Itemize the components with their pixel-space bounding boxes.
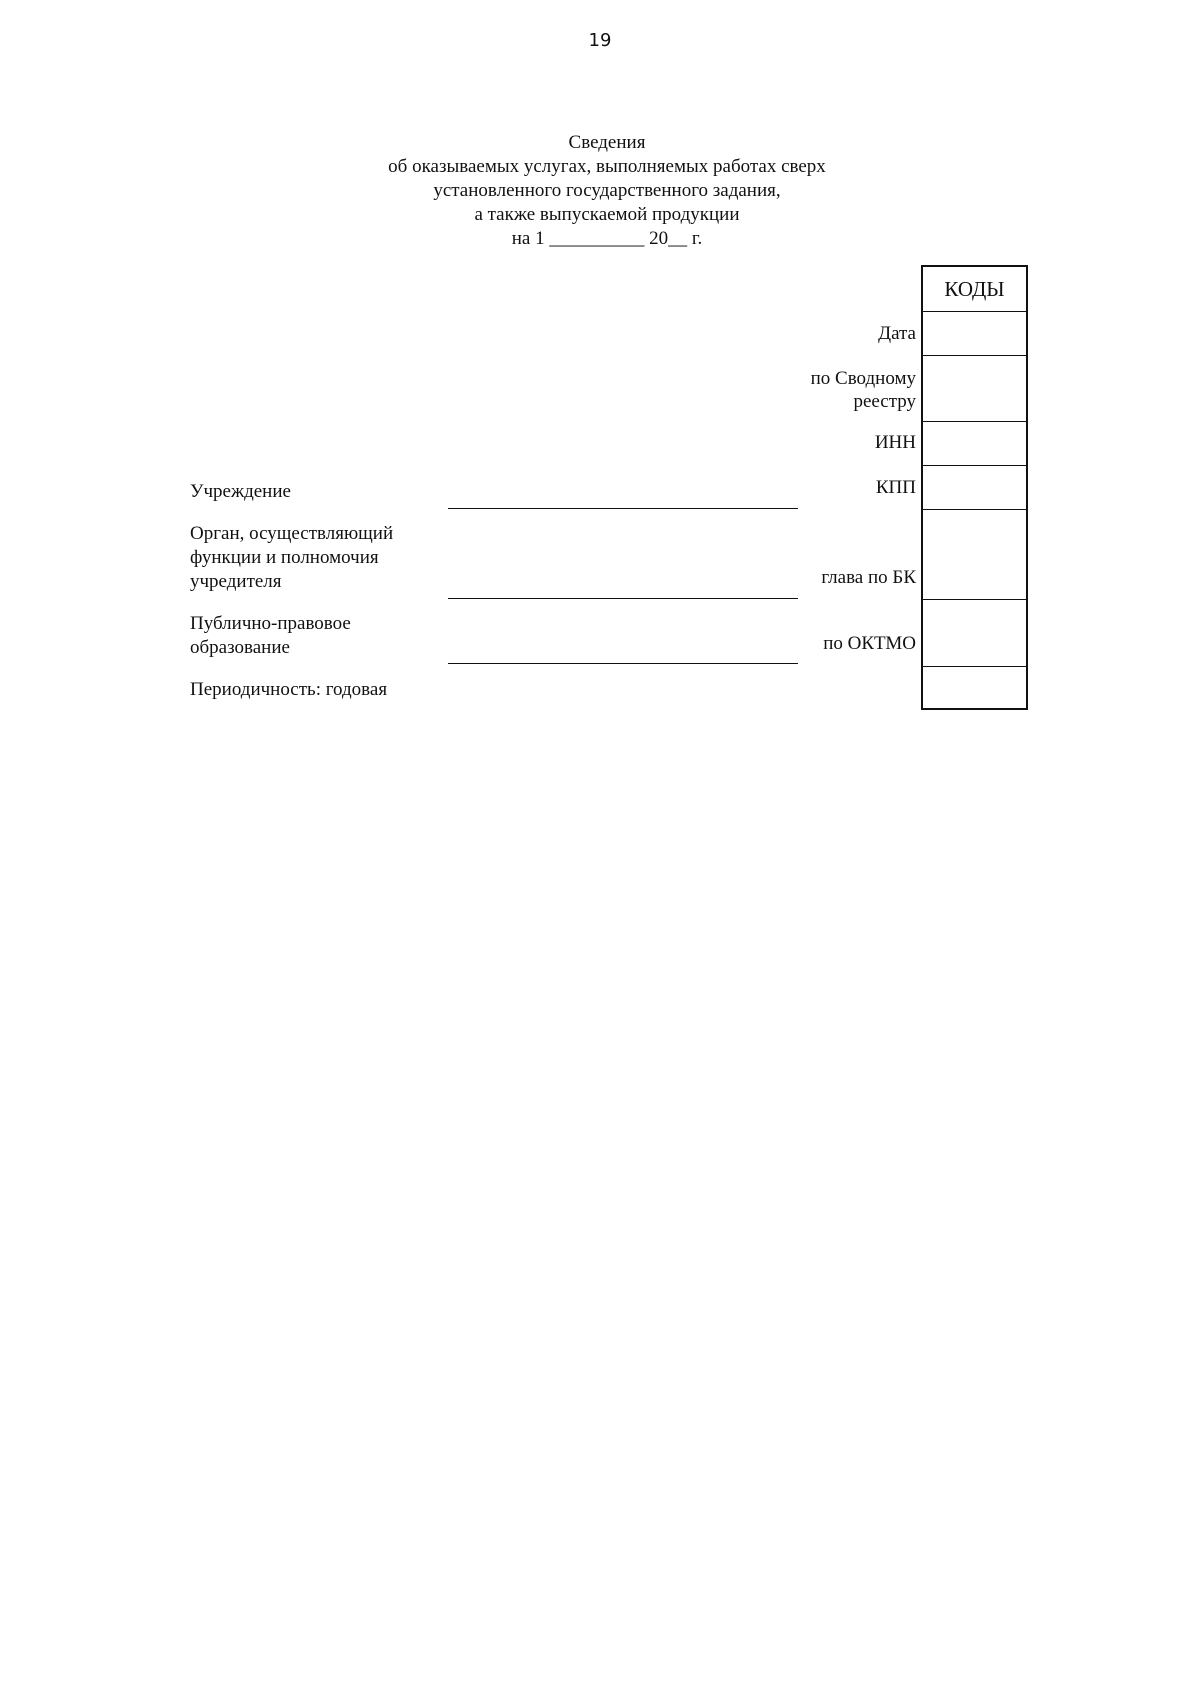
codes-header: КОДЫ: [944, 276, 1005, 301]
label-organ-line-1: Орган, осуществляющий: [190, 523, 394, 544]
label-inn: ИНН: [874, 432, 916, 453]
title-line-2: об оказываемых услугах, выполняемых работах сверх: [388, 156, 826, 177]
label-periodicity: Периодичность: годовая: [190, 679, 388, 700]
title-line-4: а также выпускаемой продукции: [474, 204, 740, 225]
organ-fill-line[interactable]: [448, 598, 798, 599]
code-cell-oktmo[interactable]: [923, 599, 1026, 666]
label-kpp: КПП: [875, 477, 916, 498]
label-public-line-1: Публично-правовое: [190, 613, 351, 634]
public-fill-line[interactable]: [448, 663, 798, 664]
label-svod-line-2: реестру: [853, 391, 916, 412]
code-cell-inn[interactable]: [923, 421, 1026, 465]
label-public-line-2: образование: [190, 637, 290, 658]
label-organ-line-3: учредителя: [190, 571, 282, 592]
page-number: 19: [588, 30, 612, 51]
code-cell-svod-reestr[interactable]: [923, 355, 1026, 421]
code-cell-date[interactable]: [923, 311, 1026, 355]
institution-fill-line[interactable]: [448, 508, 798, 509]
label-bk: глава по БК: [821, 567, 916, 588]
label-date: Дата: [878, 323, 916, 344]
code-cell-periodicity[interactable]: [923, 666, 1026, 708]
report-date-line: на 1 __________ 20__ г.: [511, 228, 703, 249]
label-organ-line-2: функции и полномочия: [190, 547, 379, 568]
label-institution: Учреждение: [190, 481, 291, 502]
codes-table: [921, 265, 1028, 710]
label-svod-line-1: по Сводному: [810, 368, 916, 389]
title-line-1: Сведения: [568, 132, 646, 153]
label-oktmo: по ОКТМО: [823, 633, 916, 654]
document-title: [362, 131, 852, 251]
code-cell-kpp[interactable]: [923, 465, 1026, 509]
title-line-3: установленного государственного задания,: [433, 180, 781, 201]
code-cell-bk[interactable]: [923, 509, 1026, 599]
